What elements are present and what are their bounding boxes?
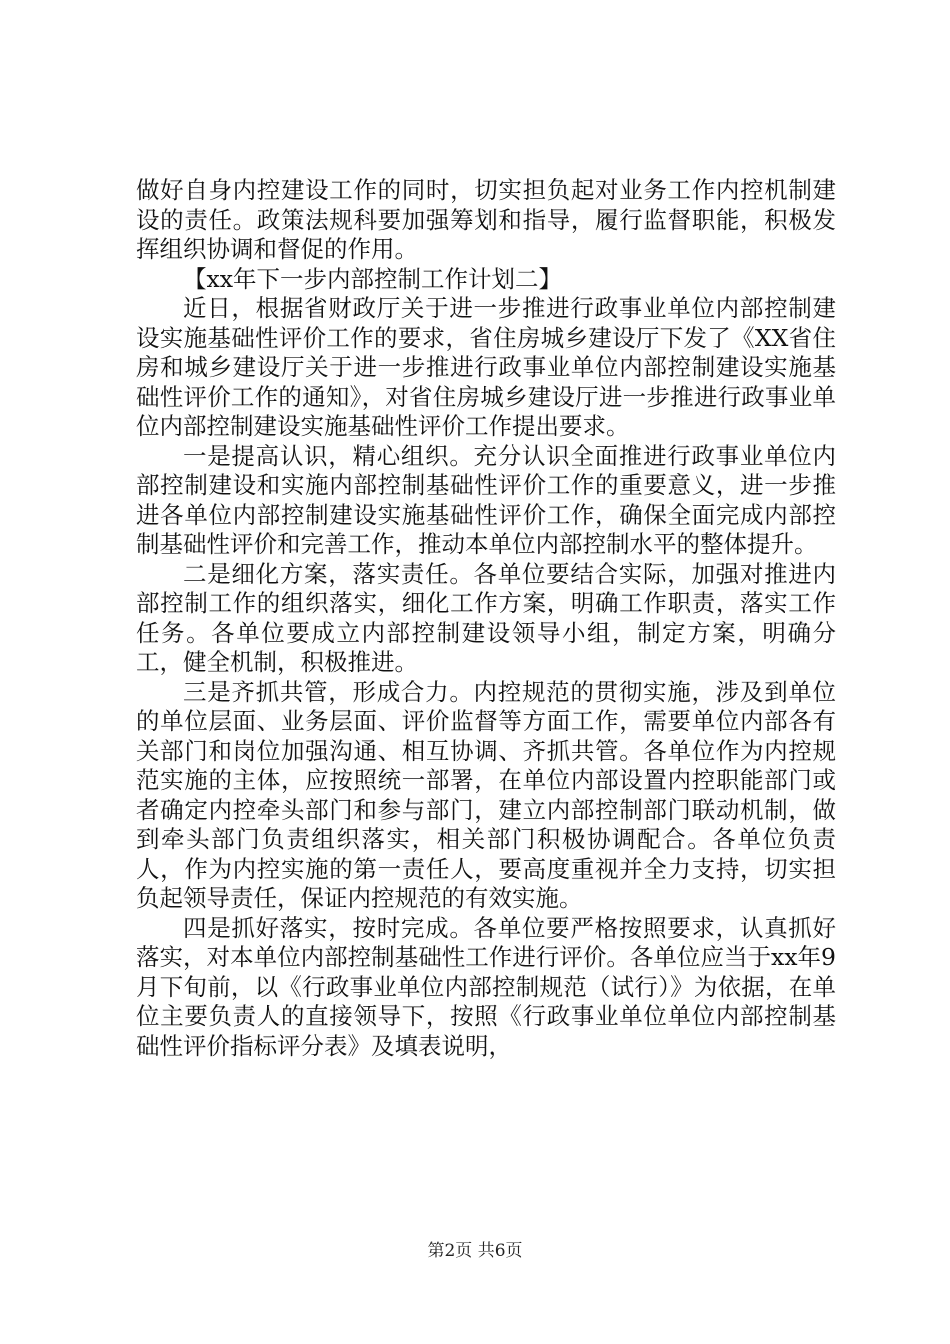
paragraph-continuation: 做好自身内控建设工作的同时，切实担负起对业务工作内控机制建设的责任。政策法规科要加强筹划和指导，履行监督职能，积极发挥组织协调和督促的作用。 [136, 176, 836, 263]
paragraph: 近日，根据省财政厅关于进一步推进行政事业单位内部控制建设实施基础性评价工作的要求，省住房城乡建设厅下发了《XX省住房和城乡建设厅关于进一步推进行政事业单位内部控制建设实施基础性评价工作的通知》，对省住房城乡建设厅进一步推进行政事业单位内部控制建设实施基础性评价工作提出要求。 [136, 294, 836, 440]
paragraph: 四是抓好落实，按时完成。各单位要严格按照要求，认真抓好落实，对本单位内部控制基础性工作进行评价。各单位应当于xx年9月下旬前，以《行政事业单位内部控制规范（试行）》为依据，在单位主要负责人的直接领导下，按照《行政事业单位单位内部控制基础性评价指标评分表》及填表说明， [136, 913, 836, 1060]
paragraph: 二是细化方案，落实责任。各单位要结合实际，加强对推进内部控制工作的组织落实，细化工作方案，明确工作职责，落实工作任务。各单位要成立内部控制建设领导小组，制定方案，明确分工，健全机制，积极推进。 [136, 559, 836, 676]
document-body [136, 176, 836, 1061]
paragraph: 一是提高认识，精心组织。充分认识全面推进行政事业单位内部控制建设和实施内部控制基础性评价工作的重要意义，进一步推进各单位内部控制建设实施基础性评价工作，确保全面完成内部控制基础性评价和完善工作，推动本单位内部控制水平的整体提升。 [136, 441, 836, 558]
paragraph: 三是齐抓共管，形成合力。内控规范的贯彻实施，涉及到单位的单位层面、业务层面、评价监督等方面工作，需要单位内部各有关部门和岗位加强沟通、相互协调、齐抓共管。各单位作为内控规范实施的主体，应按照统一部署，在单位内部设置内控职能部门或者确定内控牵头部门和参与部门，建立内部控制部门联动机制，做到牵头部门负责组织落实，相关部门积极协调配合。各单位负责人，作为内控实施的第一责任人，要高度重视并全力支持，切实担负起领导责任，保证内控规范的有效实施。 [136, 677, 836, 912]
section-heading: 【xx年下一步内部控制工作计划二】 [183, 264, 563, 293]
page-footer: 第2页 共6页 [427, 1241, 523, 1261]
